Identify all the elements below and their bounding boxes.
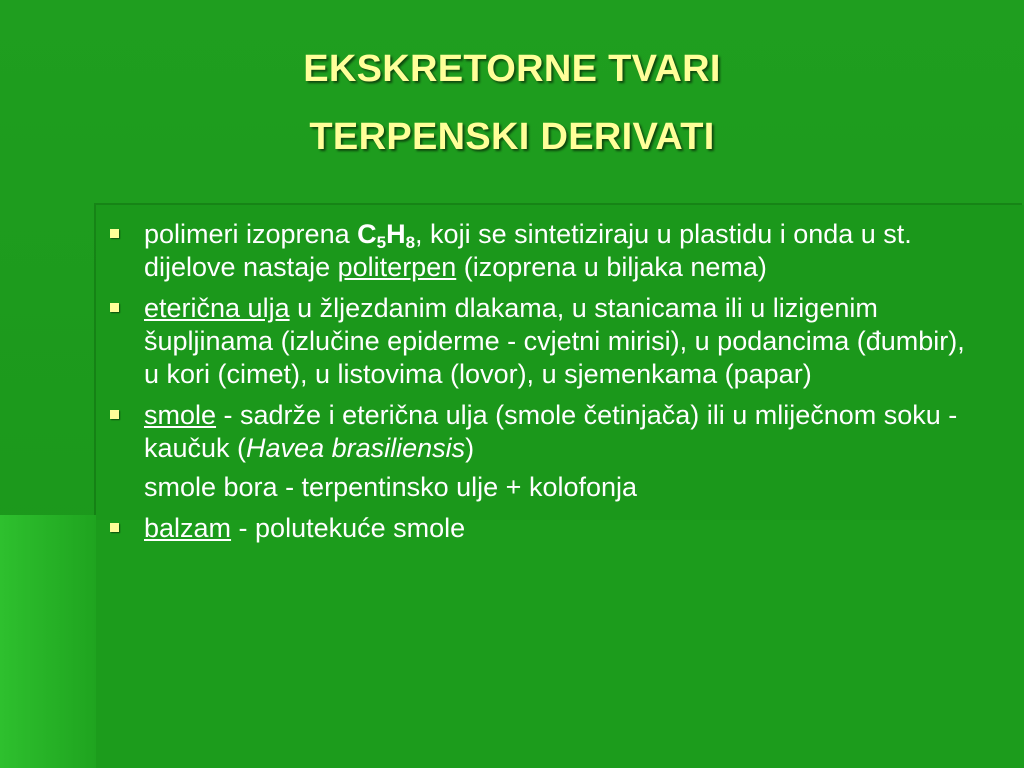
square-bullet-icon (110, 303, 119, 312)
left-accent-block (0, 515, 96, 768)
square-bullet-icon (110, 523, 119, 532)
slide-title-line1: EKSKRETORNE TVARI (303, 48, 721, 90)
item-text: u žljezdanim dlakama, u stanicama ili u lizigenim šupljinama (izlučine epiderme - cvjetni mirisi), u podancima (đumbir), u kori (cimet), u listovima (lovor), u sjemenkama (papar) (144, 293, 965, 389)
bullet-list (106, 218, 986, 553)
term-balzam: balzam (144, 513, 232, 543)
item-text: , koji se sintetiziraju u plastidu i onda u st. dijelove nastaje (144, 219, 912, 282)
item-text: ) (465, 433, 475, 463)
square-bullet-icon (110, 229, 119, 238)
item-text: polimeri izoprena (144, 219, 358, 249)
term-politerpen: politerpen (337, 252, 457, 282)
formula-h-subscript: 8 (405, 233, 416, 252)
formula-c: C (357, 219, 377, 249)
species-name: Havea brasiliensis (246, 433, 466, 463)
formula-h: H (386, 219, 406, 249)
item-text: (izoprena u biljaka nema) (456, 252, 767, 282)
list-item-smole (106, 399, 986, 465)
slide-title-line2: TERPENSKI DERIVATI (309, 116, 715, 158)
term-eterična-ulja: eterična ulja (144, 293, 290, 323)
item-text: - sadrže i eterična ulja (smole četinjača) ili u mliječnom soku - kaučuk ( (144, 400, 958, 463)
list-item-polimeri (106, 218, 986, 284)
formula-c-subscript: 5 (376, 233, 387, 252)
term-smole: smole (144, 400, 217, 430)
list-item-balzam (106, 512, 986, 545)
item-text: - polutekuće smole (231, 513, 466, 543)
indented-line-smole-bora: smole bora - terpentinsko ulje + kolofonja (144, 472, 638, 502)
list-item-eterična-ulja (106, 292, 986, 391)
square-bullet-icon (110, 410, 119, 419)
lower-panel-background (38, 520, 1024, 768)
